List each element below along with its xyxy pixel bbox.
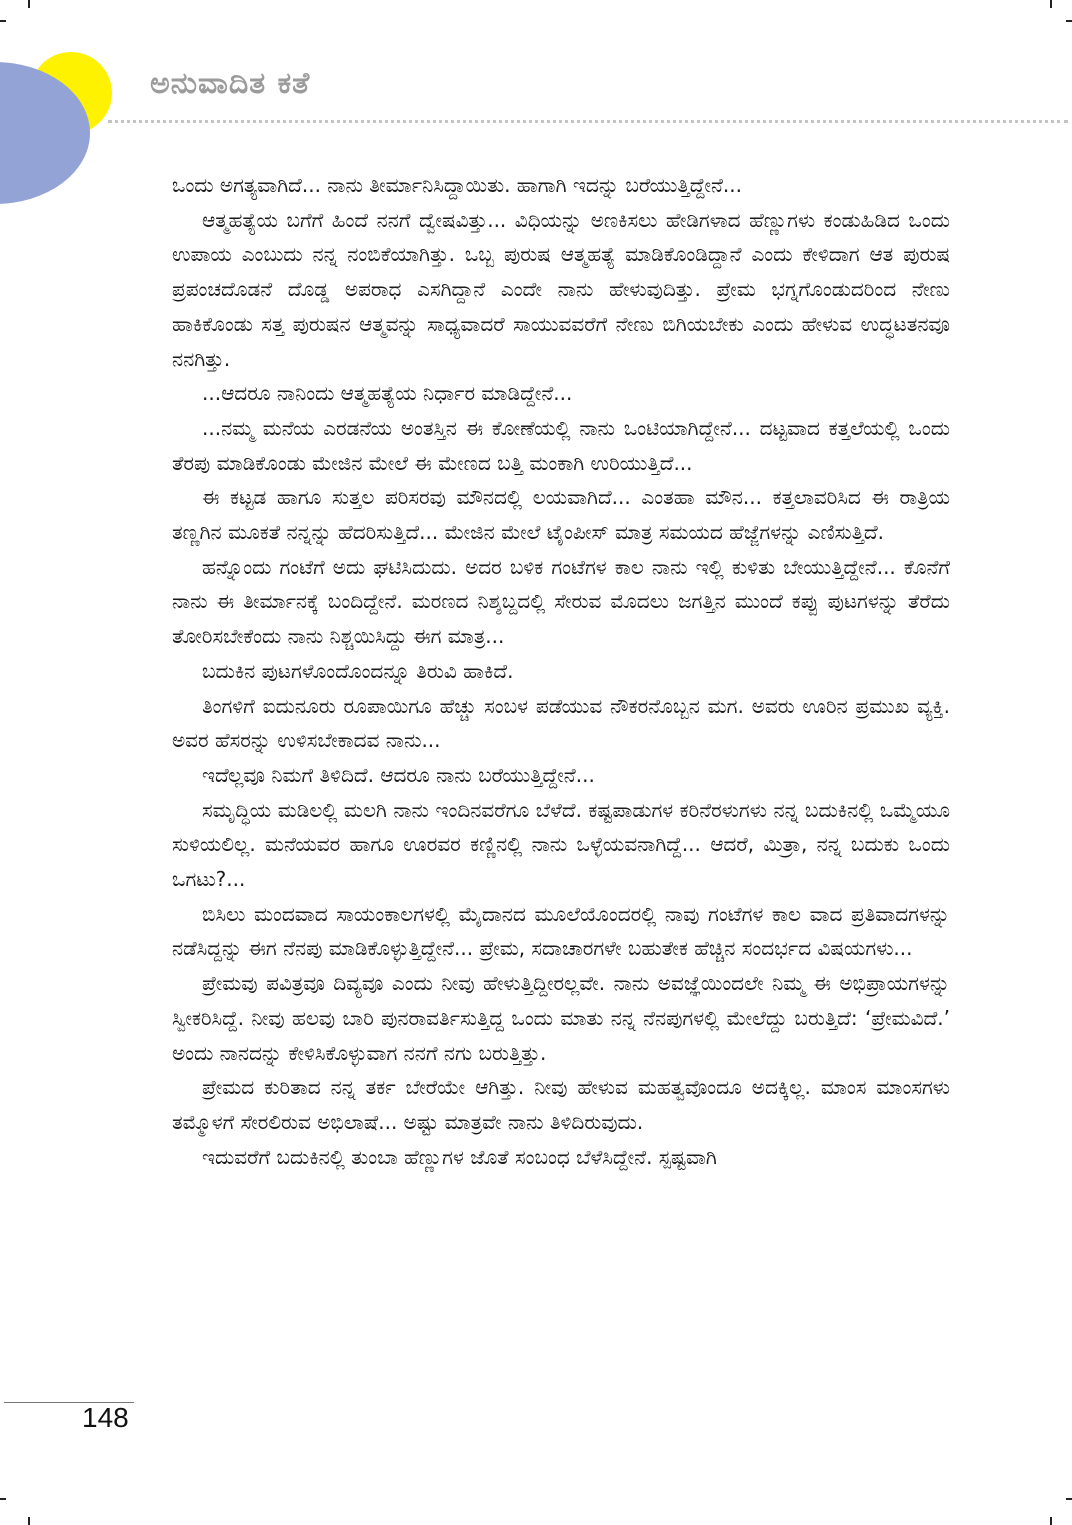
crop-mark-bottom-right-side bbox=[1066, 1498, 1072, 1500]
story-body bbox=[172, 168, 950, 1174]
paragraph: ...ನಮ್ಮ ಮನೆಯ ಎರಡನೆಯ ಅಂತಸ್ತಿನ ಈ ಕೋಣೆಯಲ್ಲಿ ನಾನು ಒಂಟಿಯಾಗಿದ್ದೇನೆ... ದಟ್ಟವಾದ ಕತ್ತಲೆಯಲ್ಲಿ ಒಂದು ತೆರಪು ಮಾಡಿಕೊಂಡು ಮೇಜಿನ ಮೇಲೆ ಈ ಮೇಣದ ಬತ್ತಿ ಮಂಕಾಗಿ ಉರಿಯುತ್ತಿದೆ... bbox=[172, 415, 950, 475]
paragraph: ಈ ಕಟ್ಟಡ ಹಾಗೂ ಸುತ್ತಲ ಪರಿಸರವು ಮೌನದಲ್ಲಿ ಲಯವಾಗಿದೆ... ಎಂತಹಾ ಮೌನ... ಕತ್ತಲಾವರಿಸಿದ ಈ ರಾತ್ರಿಯ ತಣ್ಣಗಿನ ಮೂಕತೆ ನನ್ನನ್ನು ಹೆದರಿಸುತ್ತಿದೆ... ಮೇಜಿನ ಮೇಲೆ ಟೈಂಪೀಸ್ ಮಾತ್ರ ಸಮಯದ ಹೆಜ್ಜೆಗಳನ್ನು ಎಣಿಸುತ್ತಿದೆ. bbox=[172, 485, 950, 545]
paragraph: ಇದುವರೆಗೆ ಬದುಕಿನಲ್ಲಿ ತುಂಬಾ ಹೆಣ್ಣುಗಳ ಜೊತೆ ಸಂಬಂಧ ಬೆಳೆಸಿದ್ದೇನೆ. ಸ್ಪಷ್ಟವಾಗಿ bbox=[202, 1144, 717, 1169]
paragraph: ಆತ್ಮಹತ್ಯೆಯ ಬಗೆಗೆ ಹಿಂದೆ ನನಗೆ ದ್ವೇಷವಿತ್ತು... ವಿಧಿಯನ್ನು ಅಣಕಿಸಲು ಹೇಡಿಗಳಾದ ಹೆಣ್ಣುಗಳು ಕಂಡುಹಿಡಿದ ಒಂದು ಉಪಾಯ ಎಂಬುದು ನನ್ನ ನಂಬಿಕೆಯಾಗಿತ್ತು. ಒಬ್ಬ ಪುರುಷ ಆತ್ಮಹತ್ಯೆ ಮಾಡಿಕೊಂಡಿದ್ದಾನೆ ಎಂದು ಕೇಳಿದಾಗ ಆತ ಪುರುಷ ಪ್ರಪಂಚದೊಡನೆ ದೊಡ್ಡ ಅಪರಾಧ ಎಸಗಿದ್ದಾನೆ ಎಂದೇ ನಾನು ಹೇಳುವುದಿತ್ತು. ಪ್ರೇಮ ಭಗ್ನಗೊಂಡುದರಿಂದ ನೇಣು ಹಾಕಿಕೊಂಡು ಸತ್ತ ಪುರುಷನ ಆತ್ಮವನ್ನು ಸಾಧ್ಯವಾದರೆ ಸಾಯುವವರೆಗೆ ನೇಣು ಬಿಗಿಯಬೇಕು ಎಂದು ಹೇಳುವ ಉದ್ಧಟತನವೂ ನನಗಿತ್ತು. bbox=[172, 207, 950, 371]
paragraph: ಇದೆಲ್ಲವೂ ನಿಮಗೆ ತಿಳಿದಿದೆ. ಆದರೂ ನಾನು ಬರೆಯುತ್ತಿದ್ದೇನೆ... bbox=[202, 762, 595, 787]
paragraph: ಹನ್ನೊಂದು ಗಂಟೆಗೆ ಅದು ಘಟಿಸಿದುದು. ಅದರ ಬಳಿಕ ಗಂಟೆಗಳ ಕಾಲ ನಾನು ಇಲ್ಲಿ ಕುಳಿತು ಬೇಯುತ್ತಿದ್ದೇನೆ... ಕೊನೆಗೆ ನಾನು ಈ ತೀರ್ಮಾನಕ್ಕೆ ಬಂದಿದ್ದೇನೆ. ಮರಣದ ನಿಶ್ಶಬ್ದದಲ್ಲಿ ಸೇರುವ ಮೊದಲು ಜಗತ್ತಿನ ಮುಂದೆ ಕಪ್ಪು ಪುಟಗಳನ್ನು ತೆರೆದು ತೋರಿಸಬೇಕೆಂದು ನಾನು ನಿಶ್ಚಯಿಸಿದ್ದು ಈಗ ಮಾತ್ರ... bbox=[172, 554, 950, 649]
crop-mark-bottom-left bbox=[28, 1517, 30, 1525]
crop-mark-top-right-side bbox=[1066, 20, 1072, 22]
paragraph: ತಿಂಗಳಿಗೆ ಐದುನೂರು ರೂಪಾಯಿಗೂ ಹೆಚ್ಚು ಸಂಬಳ ಪಡೆಯುವ ನೌಕರನೊಬ್ಬನ ಮಗ. ಅವರು ಊರಿನ ಪ್ರಮುಖ ವ್ಯಕ್ತಿ. ಅವರ ಹೆಸರನ್ನು ಉಳಿಸಬೇಕಾದವ ನಾನು... bbox=[172, 693, 950, 753]
paragraph: ...ಆದರೂ ನಾನಿಂದು ಆತ್ಮಹತ್ಯೆಯ ನಿರ್ಧಾರ ಮಾಡಿದ್ದೇನೆ... bbox=[202, 381, 573, 406]
page-number: 148 bbox=[82, 1402, 129, 1433]
crop-mark-top-left-side bbox=[0, 20, 6, 22]
header-dotted-rule bbox=[108, 120, 1068, 123]
paragraph: ಪ್ರೇಮವು ಪವಿತ್ರವೂ ದಿವ್ಯವೂ ಎಂದು ನೀವು ಹೇಳುತ್ತಿದ್ದೀರಲ್ಲವೇ. ನಾನು ಅವಜ್ಞೆಯಿಂದಲೇ ನಿಮ್ಮ ಈ ಅಭಿಪ್ರಾಯಗಳನ್ನು ಸ್ವೀಕರಿಸಿದ್ದೆ. ನೀವು ಹಲವು ಬಾರಿ ಪುನರಾವರ್ತಿಸುತ್ತಿದ್ದ ಒಂದು ಮಾತು ನನ್ನ ನೆನಪುಗಳಲ್ಲಿ ಮೇಲೆದ್ದು ಬರುತ್ತಿದೆ: ‘ಪ್ರೇಮವಿದೆ.’ ಅಂದು ನಾನದನ್ನು ಕೇಳಿಸಿಕೊಳ್ಳುವಾಗ ನನಗೆ ನಗು ಬರುತ್ತಿತ್ತು. bbox=[172, 971, 950, 1065]
paragraph: ಸಮೃದ್ಧಿಯ ಮಡಿಲಲ್ಲಿ ಮಲಗಿ ನಾನು ಇಂದಿನವರೆಗೂ ಬೆಳೆದೆ. ಕಷ್ಟಪಾಡುಗಳ ಕರಿನೆರಳುಗಳು ನನ್ನ ಬದುಕಿನಲ್ಲಿ ಒಮ್ಮೆಯೂ ಸುಳಿಯಲಿಲ್ಲ. ಮನೆಯವರ ಹಾಗೂ ಊರವರ ಕಣ್ಣಿನಲ್ಲಿ ನಾನು ಒಳ್ಳೆಯವನಾಗಿದ್ದೆ... ಆದರೆ, ಮಿತ್ರಾ, ನನ್ನ ಬದುಕು ಒಂದು ಒಗಟು?... bbox=[172, 797, 950, 892]
paragraph: ಪ್ರೇಮದ ಕುರಿತಾದ ನನ್ನ ತರ್ಕ ಬೇರೆಯೇ ಆಗಿತ್ತು. ನೀವು ಹೇಳುವ ಮಹತ್ವವೊಂದೂ ಅದಕ್ಕಿಲ್ಲ. ಮಾಂಸ ಮಾಂಸಗಳು ತಮ್ಮೊಳಗೆ ಸೇರಲಿರುವ ಅಭಿಲಾಷೆ... ಅಷ್ಟು ಮಾತ್ರವೇ ನಾನು ತಿಳಿದಿರುವುದು. bbox=[172, 1075, 950, 1134]
crop-mark-top-left bbox=[28, 0, 30, 8]
section-title: ಅನುವಾದಿತ ಕತೆ bbox=[150, 66, 311, 101]
crop-mark-bottom-left-side bbox=[0, 1498, 6, 1500]
crop-mark-bottom-right bbox=[1050, 1517, 1052, 1525]
crop-mark-top-right bbox=[1050, 0, 1052, 8]
paragraph: ಬಿಸಿಲು ಮಂದವಾದ ಸಾಯಂಕಾಲಗಳಲ್ಲಿ ಮೈದಾನದ ಮೂಲೆಯೊಂದರಲ್ಲಿ ನಾವು ಗಂಟೆಗಳ ಕಾಲ ವಾದ ಪ್ರತಿವಾದಗಳನ್ನು ನಡೆಸಿದ್ದನ್ನು ಈಗ ನೆನಪು ಮಾಡಿಕೊಳ್ಳುತ್ತಿದ್ದೇನೆ... ಪ್ರೇಮ, ಸದಾಚಾರಗಳೇ ಬಹುತೇಕ ಹೆಚ್ಚಿನ ಸಂದರ್ಭದ ವಿಷಯಗಳು... bbox=[172, 901, 950, 961]
paragraph: ಬದುಕಿನ ಪುಟಗಳೊಂದೊಂದನ್ನೂ ತಿರುವಿ ಹಾಕಿದೆ. bbox=[202, 658, 514, 683]
paragraph: ಒಂದು ಅಗತ್ಯವಾಗಿದೆ... ನಾನು ತೀರ್ಮಾನಿಸಿದ್ದಾಯಿತು. ಹಾಗಾಗಿ ಇದನ್ನು ಬರೆಯುತ್ತಿದ್ದೇನೆ... bbox=[172, 173, 743, 197]
